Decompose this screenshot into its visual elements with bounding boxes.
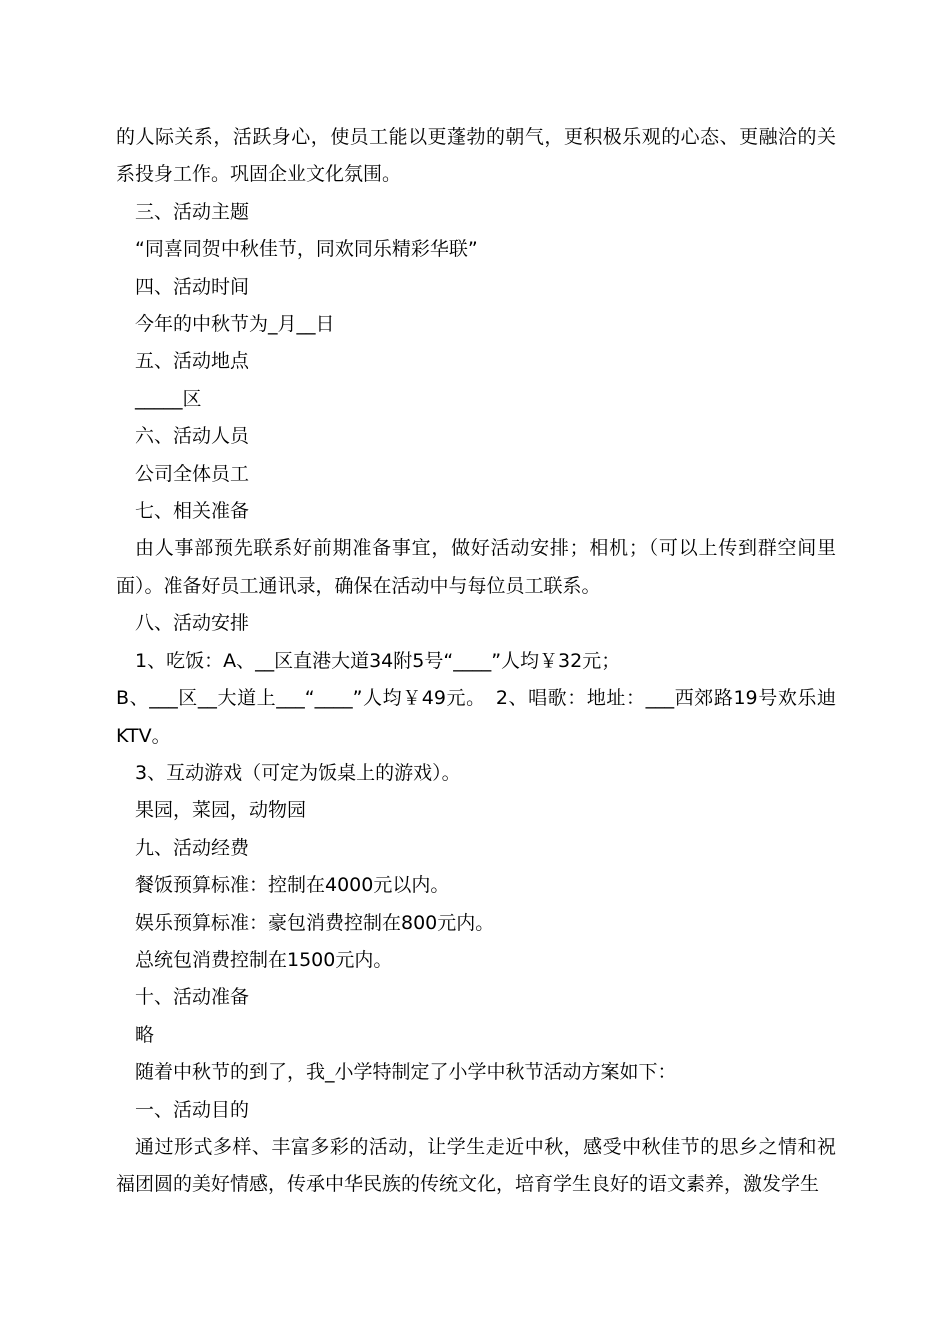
heading-activity-purpose: 一、活动目的	[135, 1098, 250, 1121]
paragraph-school-intro: 随着中秋节的到了，我_小学特制定了小学中秋节活动方案如下：	[135, 1061, 677, 1084]
heading-arrangement: 八、活动安排	[135, 612, 250, 635]
paragraph-time: 今年的中秋节为_月__日	[135, 313, 335, 336]
paragraph-location: _____区	[135, 387, 202, 410]
paragraph-dining-a: 1、吃饭：A、__区直港大道34附5号“____”人均￥32元；	[135, 649, 621, 672]
heading-preparation: 七、相关准备	[135, 500, 250, 523]
paragraph-meal-budget: 餐饭预算标准：控制在4000元以内。	[135, 874, 450, 897]
paragraph-dining-b-singing: B、___区__大道上___“____”人均￥49元。 2、唱歌：地址：___西郊路19号欢乐迪KTV。	[116, 687, 836, 747]
heading-activity-time: 四、活动时间	[135, 275, 250, 298]
paragraph-theme-slogan: “同喜同贺中秋佳节，同欢同乐精彩华联”	[135, 238, 478, 261]
heading-activity-location: 五、活动地点	[135, 350, 250, 373]
paragraph-continuation: 的人际关系，活跃身心，使员工能以更蓬勃的朝气，更积极乐观的心态、更融洽的关系投身工作。巩固企业文化氛围。	[116, 126, 836, 186]
paragraph-purpose: 通过形式多样、丰富多彩的活动，让学生走近中秋，感受中秋佳节的思乡之情和祝福团圆的美好情感，传承中华民族的传统文化，培育学生良好的语文素养，激发学生	[116, 1135, 836, 1196]
paragraph-personnel: 公司全体员工	[135, 462, 250, 485]
heading-activity-personnel: 六、活动人员	[135, 425, 250, 448]
paragraph-game-list: 果园，菜园，动物园	[135, 799, 307, 822]
paragraph-preparation: 由人事部预先联系好前期准备事宜，做好活动安排；相机；（可以上传到群空间里面）。准备好员工通讯录，确保在活动中与每位员工联系。	[116, 537, 836, 597]
heading-activity-preparation: 十、活动准备	[135, 986, 250, 1009]
heading-activity-theme: 三、活动主题	[135, 200, 250, 223]
paragraph-entertainment-budget: 娱乐预算标准：豪包消费控制在800元内。	[135, 911, 495, 934]
paragraph-games: 3、互动游戏（可定为饭桌上的游戏）。	[135, 761, 461, 784]
paragraph-suite-budget: 总统包消费控制在1500元内。	[135, 948, 393, 971]
heading-budget: 九、活动经费	[135, 836, 250, 859]
document-body	[116, 119, 836, 1204]
paragraph-omitted: 略	[135, 1023, 155, 1046]
